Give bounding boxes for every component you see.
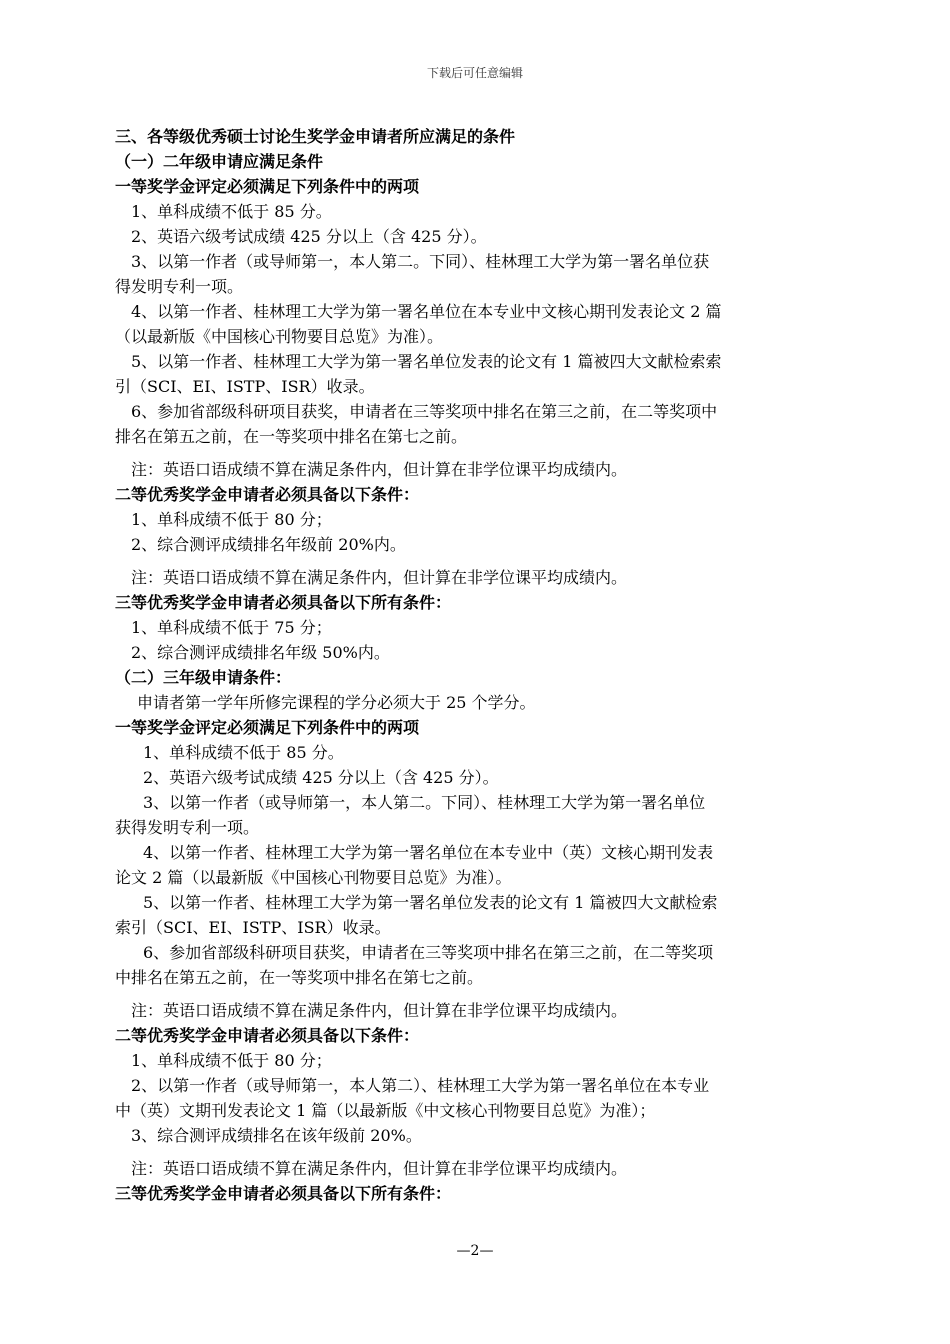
section-heading: 二等优秀奖学金申请者必须具备以下条件： [115,1026,420,1045]
paragraph-line: 注：英语口语成绩不算在满足条件内，但计算在非学位课平均成绩内。 [131,1159,628,1178]
paragraph-line: 3、以第一作者（或导师第一，本人第二。下同）、桂林理工大学为第一署名单位 [143,793,706,812]
document-body [115,124,835,1206]
paragraph-line: 4、以第一作者、桂林理工大学为第一署名单位在本专业中文核心期刊发表论文 2 篇 [131,302,722,321]
paragraph-line: 1、单科成绩不低于 75 分； [131,618,332,637]
paragraph-line: 6、参加省部级科研项目获奖，申请者在三等奖项中排名在第三之前，在二等奖项中 [131,402,718,421]
paragraph-line: 3、综合测评成绩排名在该年级前 20%。 [131,1126,422,1145]
paragraph-line: 6、参加省部级科研项目获奖，申请者在三等奖项中排名在第三之前，在二等奖项 [143,943,714,962]
section-heading: 二等优秀奖学金申请者必须具备以下条件： [115,485,420,504]
section-heading: 一等奖学金评定必须满足下列条件中的两项 [115,177,420,196]
paragraph-line: 中（英）文期刊发表论文 1 篇（以最新版《中文核心刊物要目总览》为准）； [115,1101,656,1120]
paragraph-line: 3、以第一作者（或导师第一，本人第二。下同）、桂林理工大学为第一署名单位获 [131,252,710,271]
paragraph-line: 注：英语口语成绩不算在满足条件内，但计算在非学位课平均成绩内。 [131,568,628,587]
paragraph-line: 注：英语口语成绩不算在满足条件内，但计算在非学位课平均成绩内。 [131,1001,628,1020]
paragraph-line: 1、单科成绩不低于 85 分。 [143,743,344,762]
paragraph-line: 2、以第一作者（或导师第一，本人第二）、桂林理工大学为第一署名单位在本专业 [131,1076,710,1095]
paragraph-line: 2、英语六级考试成绩 425 分以上（含 425 分）。 [143,768,499,787]
section-heading: （一）二年级申请应满足条件 [115,152,324,171]
paragraph-line: 论文 2 篇（以最新版《中国核心刊物要目总览》为准）。 [115,868,512,887]
paragraph-line: 1、单科成绩不低于 80 分； [131,510,332,529]
paragraph-line: 申请者第一学年所修完课程的学分必须大于 25 个学分。 [137,693,536,712]
paragraph-line: 1、单科成绩不低于 85 分。 [131,202,332,221]
page-header: 下载后可任意编辑 [426,66,523,80]
paragraph-line: 2、综合测评成绩排名年级前 20%内。 [131,535,406,554]
section-heading: 三等优秀奖学金申请者必须具备以下所有条件： [115,593,452,612]
paragraph-line: （以最新版《中国核心刊物要目总览》为准）。 [115,327,444,346]
paragraph-line: 注：英语口语成绩不算在满足条件内，但计算在非学位课平均成绩内。 [131,460,628,479]
paragraph-line: 5、以第一作者、桂林理工大学为第一署名单位发表的论文有 1 篇被四大文献检索索 [131,352,722,371]
section-heading: （二）三年级申请条件： [115,668,292,687]
section-heading: 三等优秀奖学金申请者必须具备以下所有条件： [115,1184,452,1203]
paragraph-line: 1、单科成绩不低于 80 分； [131,1051,332,1070]
paragraph-line: 2、英语六级考试成绩 425 分以上（含 425 分）。 [131,227,487,246]
paragraph-line: 中排名在第五之前，在一等奖项中排名在第七之前。 [115,968,484,987]
paragraph-line: 索引（SCI、EI、ISTP、ISR）收录。 [115,918,391,937]
section-heading: 三、各等级优秀硕士讨论生奖学金申请者所应满足的条件 [115,127,516,146]
page-number: —2— [456,1243,494,1259]
paragraph-line: 5、以第一作者、桂林理工大学为第一署名单位发表的论文有 1 篇被四大文献检索 [143,893,718,912]
paragraph-line: 引（SCI、EI、ISTP、ISR）收录。 [115,377,375,396]
paragraph-line: 获得发明专利一项。 [115,818,260,837]
paragraph-line: 4、以第一作者、桂林理工大学为第一署名单位在本专业中（英）文核心期刊发表 [143,843,714,862]
paragraph-line: 2、综合测评成绩排名年级 50%内。 [131,643,390,662]
section-heading: 一等奖学金评定必须满足下列条件中的两项 [115,718,420,737]
paragraph-line: 得发明专利一项。 [115,277,244,296]
paragraph-line: 排名在第五之前，在一等奖项中排名在第七之前。 [115,427,468,446]
